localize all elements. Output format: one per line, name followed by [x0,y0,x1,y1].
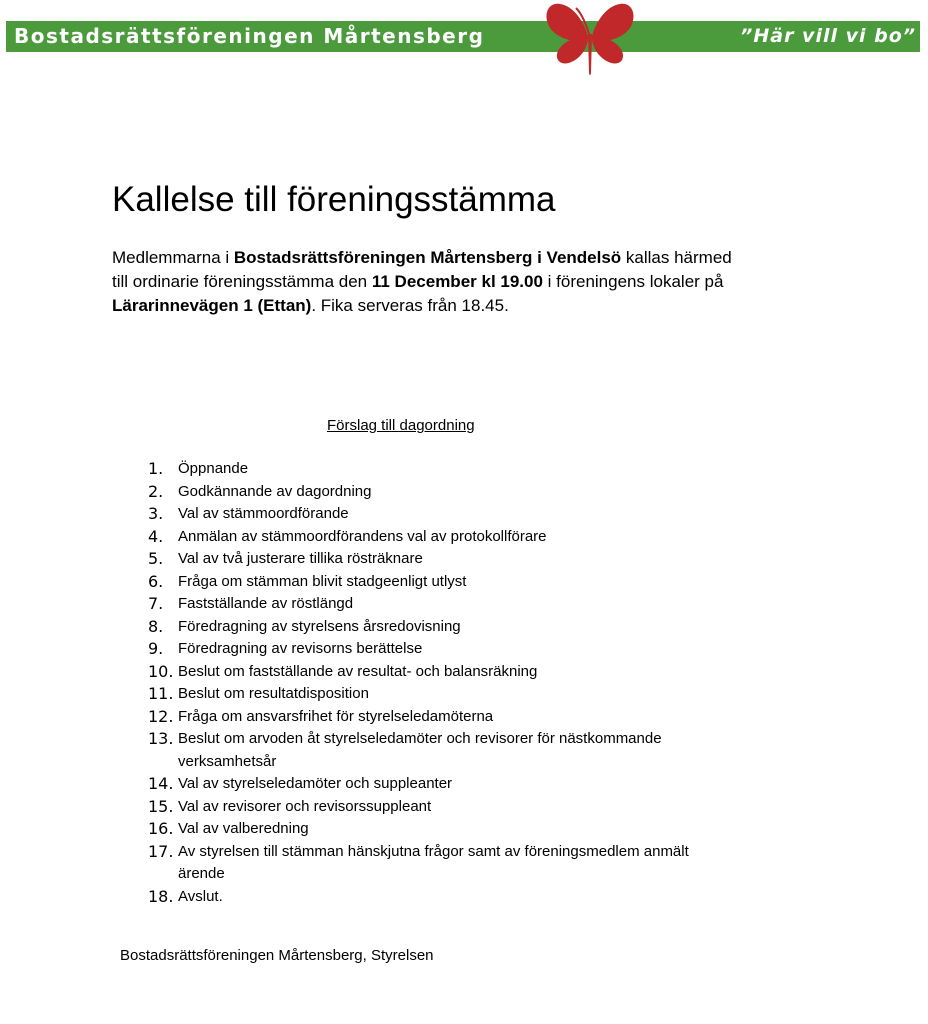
agenda-item-text: Val av valberedning [178,820,309,837]
agenda-item-text: Godkännande av dagordning [178,482,372,500]
meeting-location: Lärarinnevägen 1 (Ettan) [112,296,312,315]
agenda-item-number: 17. [148,841,174,861]
agenda-item-number: 16. [148,819,174,838]
agenda-item-text: Fråga om stämman blivit stadgeenligt utlyst [178,572,467,590]
meeting-date: 11 December kl 19.00 [371,272,543,291]
agenda-item [112,841,732,886]
agenda-item-text: Beslut om fastställande av resultat- och balansräkning [178,662,538,680]
agenda-item [112,728,732,773]
agenda-item-number: 13. [148,729,174,748]
agenda-item [112,571,732,594]
agenda-item [112,458,732,481]
agenda-list [112,458,732,908]
motto: ”Här vill vi bo” [740,25,916,47]
agenda-item-number: 8. [148,616,164,636]
agenda-item-number: 18. [148,886,174,906]
intro-text: . Fika serveras från 18.45. [311,296,509,315]
agenda-item [112,593,732,616]
agenda-item-text: Val av två justerare tillika rösträknare [178,550,423,567]
agenda-item-text: Öppnande [178,460,249,477]
agenda-item [112,481,732,504]
agenda-item-text: Föredragning av styrelsens årsredovisning [178,617,461,635]
agenda-item [112,796,732,819]
agenda-item-number: 4. [148,526,164,546]
intro-text: Medlemmarna i [112,248,234,267]
agenda-item-text: Val av revisorer och revisorssuppleant [178,797,432,815]
agenda-item-text: Avslut. [178,887,223,905]
agenda-item-text: Beslut om resultatdisposition [178,685,369,702]
agenda-item-text: Föredragning av revisorns berättelse [178,640,423,657]
agenda-item-text: Av styrelsen till stämman hänskjutna frågor samt av föreningsmedlem anmält ärende [178,842,689,882]
intro-text: kallas härmed till ordinarie föreningsstämma den [112,248,732,291]
agenda-item-number: 14. [148,774,174,793]
agenda-item-number: 9. [148,639,164,658]
agenda-item [112,548,732,571]
agenda-item-number: 10. [148,661,174,681]
butterfly-icon [540,0,640,80]
agenda-item-number: 7. [148,594,164,613]
intro-text: i föreningens lokaler på [542,272,724,291]
agenda-item [112,638,732,661]
agenda-item-number: 15. [148,796,174,816]
agenda-item [112,526,732,549]
agenda-item-number: 2. [148,481,164,501]
agenda-item [112,683,732,706]
agenda-item-number: 11. [148,684,174,703]
agenda-item-text: Beslut om arvoden åt styrelseledamöter och revisorer för nästkommande verksamhetsår [178,730,662,770]
agenda-item-number: 5. [148,549,164,568]
agenda-item [112,616,732,639]
agenda-item-text: Fråga om ansvarsfrihet för styrelseledamöterna [178,707,494,725]
signature: Bostadsrättsföreningen Mårtensberg, Styrelsen [120,947,434,964]
agenda-item [112,773,732,796]
agenda-item-number: 6. [148,571,164,591]
agenda-item-text: Val av styrelseledamöter och suppleanter [178,775,453,792]
agenda-item [112,818,732,841]
agenda-item [112,886,732,909]
agenda-item-number: 12. [148,706,174,726]
association-name: Bostadsrättsföreningen Mårtensberg i Vendelsö [233,248,622,267]
agenda-item-number: 1. [148,459,164,478]
org-name: Bostadsrättsföreningen Mårtensberg [14,24,485,48]
agenda-item [112,503,732,526]
agenda-item-number: 3. [148,504,164,523]
agenda-item [112,706,732,729]
agenda-item [112,661,732,684]
agenda-heading: Förslag till dagordning [327,417,475,434]
agenda-item-text: Fastställande av röstlängd [178,595,354,612]
agenda-item-text: Anmälan av stämmoordförandens val av protokollförare [178,527,547,545]
intro-paragraph [112,246,732,318]
page-title: Kallelse till föreningsstämma [112,180,556,219]
agenda-item-text: Val av stämmoordförande [178,505,349,522]
